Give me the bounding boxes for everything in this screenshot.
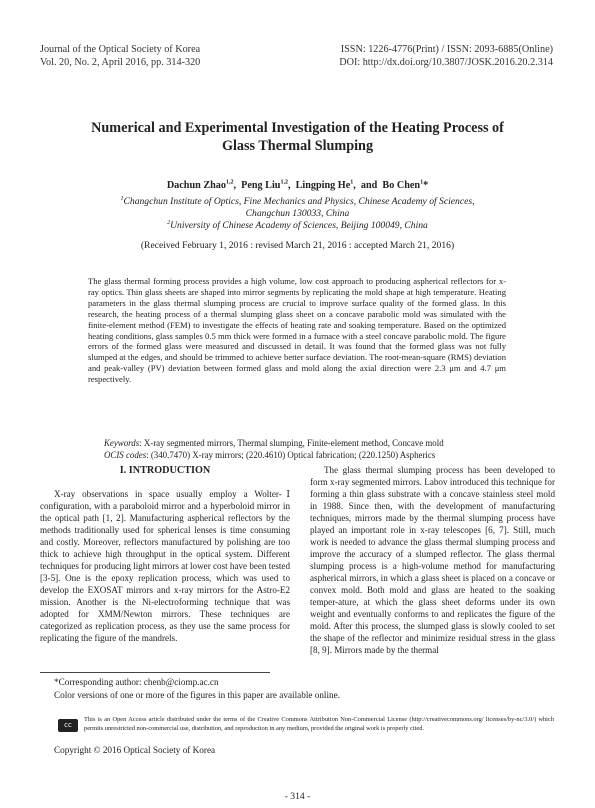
ocis-codes xyxy=(104,450,544,461)
journal-name: Journal of the Optical Society of Korea xyxy=(40,44,201,55)
keywords xyxy=(104,438,544,449)
ocis-label: OCIS codes xyxy=(104,450,147,460)
affil-sup: 2 xyxy=(167,219,171,226)
title-line-1: Numerical and Experimental Investigation of the Heating Process of xyxy=(91,120,504,136)
author-affil-sup: 1,2 xyxy=(225,179,234,186)
keywords-text: : X-ray segmented mirrors, Thermal slumping, Finite-element method, Concave mold xyxy=(139,438,444,448)
author-list: Dachun Zhao$^{1,2}$, Peng Liu$^{1,2}$, Lingping He$^1$, and Bo Chen$^1$* xyxy=(166,179,429,191)
paper-title xyxy=(40,119,555,155)
affiliation-1-city: Changchun 130033, China xyxy=(245,208,350,219)
footnote-divider xyxy=(40,672,270,673)
issn: ISSN: 1226-4776(Print) / ISSN: 2093-6885(Online) xyxy=(340,44,553,55)
doi: DOI: http://dx.doi.org/10.3807/JOSK.2016.20.2.314 xyxy=(339,57,553,68)
author-affil-sup: 1 xyxy=(350,179,354,186)
intro-left-column: X-ray observations in space usually employ a Wolter-Ⅰ configuration, with a paraboloid mirror and a hyperboloid mirror in the optical path [1, 2]. Manufacturing aspherical reflectors by the methods traditionally used for spherical lenses is time consuming and costly. Moreover, reflectors manufactured by polishing are too thick to achieve high throughput in the optical system. Different techniques for producing light mirrors at lower cost have been tested [3-5]. One is the epoxy replication process, which was used to develop the EXOSAT mirrors and x-ray mirrors for the Astro-E2 mission. Another is the Ni-electroforming technique that was adopted for XMM/Newton mirrors. These techniques are categorized as replication process, as they use the same process for replicating the figure of the mandrels. xyxy=(40,489,291,643)
author-conjunction: and xyxy=(360,180,378,191)
license-text: This is an Open Access article distributed under the terms of the Creative Commons Attribution Non-Commercial License (http://creativecommons.org/ licenses/by-nc/3.0/) which permits unrestricted non-commercial use, distribution, and reproduction in any medium, provided the original work is properly cited. xyxy=(84,716,554,732)
affil-sup: 1 xyxy=(120,195,124,202)
author-name: Peng Liu xyxy=(241,180,281,191)
color-note: Color versions of one or more of the figures in this paper are available online. xyxy=(54,690,341,700)
affiliation-text: University of Chinese Academy of Sciences, Beijing 100049, China xyxy=(170,220,428,231)
author-name: Lingping He xyxy=(295,180,351,191)
author-name: Bo Chen xyxy=(382,180,421,191)
keywords-label: Keywords xyxy=(104,438,140,448)
affiliation-text: Changchun Institute of Optics, Fine Mechanics and Physics, Chinese Academy of Sciences, xyxy=(123,196,475,207)
author-name: Dachun Zhao xyxy=(166,180,226,191)
received-dates: (Received February 1, 2016 : revised March 21, 2016 : accepted March 21, 2016) xyxy=(140,240,455,251)
page-number: - 314 - xyxy=(284,791,311,802)
section-heading: I. INTRODUCTION xyxy=(119,465,211,476)
intro-right-column: The glass thermal slumping process has been developed to form x-ray segmented mirrors. Labov introduced this technique for forming a thin glass substrate with a concave stainless steel mold in 1988. Since then, with the development of manufacturing techniques, mirrors made by the thermal slumping process have played an important role in x-ray telescopes [6, 7]. Still, much work is needed to advance the glass thermal slumping process and improve the accuracy of a slumped reflector. The glass thermal slumping process is a high-volume method for manufacturing aspherical mirrors, in which a glass sheet is placed on a concave or convex mold. Both mold and glass are heated to the soaking temper-ature, at which the glass sheet deforms under its own weight and eventually conforms to and replicates the figure of the mold. After this process, the slumped glass is slowly cooled to set the shape of the reflector and minimize residual stress in the glass [8, 9]. Mirrors made by the thermal xyxy=(310,465,555,655)
title-line-2: Glass Thermal Slumping xyxy=(221,138,374,154)
creative-commons-icon: cc xyxy=(58,719,78,732)
affiliation-2 xyxy=(40,220,555,232)
copyright: Copyright © 2016 Optical Society of Korea xyxy=(54,745,216,755)
abstract: The glass thermal forming process provides a high volume, low cost approach to producing aspherical reflectors for x-ray optics. Thin glass sheets are shaped into mirror segments by replicating the mold shape at high temperature. Heating parameters in the glass thermal slumping process are crucial to improve surface quality of the formed glass. In this research, the heating process of a thermal slumping glass sheet on a concave parabolic mold was simulated with the finite-element method (FEM) to investigate the effects of heating rate and soaking temperature. Based on the optimized heating conditions, glass samples 0.5 mm thick were formed in a furnace with a steel concave parabolic mold. The figure errors of the formed glass were measured and discussed in detail. It was found that the formed glass was not fully slumped at the edges, and should be trimmed to achieve better surface deviation. The root-mean-square (RMS) deviation and peak-valley (PV) deviation between formed glass and mold along the axial direction were 2.3 μm and 4.7 μm respectively. xyxy=(88,276,506,385)
corresponding-star: * xyxy=(423,180,429,191)
ocis-text: : (340.7470) X-ray mirrors; (220.4610) Optical fabrication; (220.1250) Aspherics xyxy=(146,450,436,460)
affiliation-1 xyxy=(40,196,555,208)
journal-volume: Vol. 20, No. 2, April 2016, pp. 314-320 xyxy=(40,57,201,68)
corresponding-author: *Corresponding author: chenb@ciomp.ac.cn xyxy=(54,677,219,687)
author-affil-sup: 1 xyxy=(420,179,424,186)
author-affil-sup: 1,2 xyxy=(280,179,288,186)
